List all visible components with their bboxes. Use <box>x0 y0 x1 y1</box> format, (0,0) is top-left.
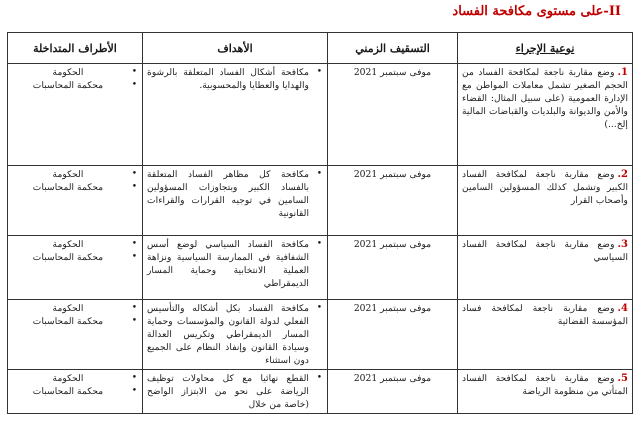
table-row <box>8 64 633 166</box>
row-number: 3. <box>617 239 628 250</box>
goal-item <box>147 372 322 411</box>
goal-text: مكافحة كل مظاهر الفساد المتعلقة بالفساد الكبير وبتجاوزات المسؤولين السامين في توجيه القرارات والقراءات القانونية <box>147 169 309 219</box>
parties-cell <box>8 370 143 414</box>
party-text: الحكومة <box>52 303 84 314</box>
table-row <box>8 236 633 300</box>
timeframe-cell: موفى سبتمبر 2021 <box>328 236 458 300</box>
measure-type-cell <box>458 166 633 236</box>
row-number: 1. <box>617 67 628 78</box>
goal-text: القطع نهائيا مع كل محاولات توظيف الرياضة على نحو من الابتزاز الواضح (خاصة من خلال <box>147 373 309 410</box>
party-item <box>12 79 137 92</box>
goals-cell <box>143 166 328 236</box>
party-text: الحكومة <box>52 169 84 180</box>
goal-item <box>147 168 322 220</box>
row-number: 5. <box>617 373 628 384</box>
measure-type-cell <box>458 236 633 300</box>
measure-type-text: وضع مقاربة ناجعة لمكافحة الفساد السياسي <box>462 239 628 263</box>
bullet-icon: • <box>316 169 322 179</box>
bullet-icon: • <box>131 67 137 77</box>
measure-type-cell <box>458 370 633 414</box>
col-header-type: نوعية الإجراء <box>458 33 633 64</box>
row-number: 2. <box>617 169 628 180</box>
party-text: محكمة المحاسبات <box>32 182 104 193</box>
bullet-icon: • <box>131 373 137 383</box>
timeframe-cell: موفى سبتمبر 2021 <box>328 370 458 414</box>
bullet-icon: • <box>316 67 322 77</box>
parties-cell <box>8 300 143 370</box>
bullet-icon: • <box>131 386 137 396</box>
bullet-icon: • <box>131 169 137 179</box>
measure-type-text: وضع مقاربة ناجعة لمكافحة الفساد من الحجم الصغير تشمل معاملات المواطن مع الإدارة العمومية (على سبيل المثال: القضاء والأمن والديوانة والبلديات والقباضات المالية إلخ...) <box>462 67 628 130</box>
goals-cell <box>143 236 328 300</box>
bullet-icon: • <box>131 80 137 90</box>
party-text: الحكومة <box>52 373 84 384</box>
party-text: محكمة المحاسبات <box>32 80 104 91</box>
col-header-time: التسقيف الزمني <box>328 33 458 64</box>
party-item <box>12 372 137 385</box>
party-text: الحكومة <box>52 67 84 78</box>
bullet-icon: • <box>131 316 137 326</box>
col-header-parties: الأطراف المتداخلة <box>8 33 143 64</box>
timeframe-cell: موفى سبتمبر 2021 <box>328 64 458 166</box>
bullet-icon: • <box>131 182 137 192</box>
section-heading: II-على مستوى مكافحة الفساد <box>452 4 621 19</box>
measure-type-text: وضع مقاربة ناجعة لمكافحة الفساد الكبير وتشمل كذلك المسؤولين السامين وأصحاب القرار <box>462 169 628 206</box>
bullet-icon: • <box>131 239 137 249</box>
row-number: 4. <box>617 303 628 314</box>
goal-text: مكافحة الفساد السياسي لوضع أسس الشفافية في الممارسة السياسية ونزاهة العملية الانتخابية وحماية المسار الديمقراطي <box>147 239 309 289</box>
goals-cell <box>143 300 328 370</box>
party-item <box>12 66 137 79</box>
table-header-row <box>8 33 633 64</box>
table-row <box>8 370 633 414</box>
party-item <box>12 168 137 181</box>
goals-cell <box>143 370 328 414</box>
party-text: محكمة المحاسبات <box>32 252 104 263</box>
bullet-icon: • <box>316 303 322 313</box>
measures-table <box>7 32 633 414</box>
party-item <box>12 238 137 251</box>
measure-type-text: وضع مقاربة ناجعة لمكافحة فساد المؤسسة القضائية <box>462 303 628 327</box>
goal-item <box>147 302 322 367</box>
table-row <box>8 166 633 236</box>
measure-type-cell <box>458 300 633 370</box>
goal-text: مكافحة أشكال الفساد المتعلقة بالرشوة والهدايا والعطايا والمحسوبية. <box>147 67 309 91</box>
party-item <box>12 385 137 398</box>
party-item <box>12 251 137 264</box>
measure-type-text: وضع مقاربة ناجعة لمكافحة الفساد المتأتي من منظومة الرياضة <box>462 373 628 397</box>
goal-item <box>147 66 322 92</box>
bullet-icon: • <box>131 303 137 313</box>
parties-cell <box>8 64 143 166</box>
bullet-icon: • <box>131 252 137 262</box>
timeframe-cell: موفى سبتمبر 2021 <box>328 166 458 236</box>
bullet-icon: • <box>316 239 322 249</box>
goal-item <box>147 238 322 290</box>
measure-type-cell <box>458 64 633 166</box>
parties-cell <box>8 166 143 236</box>
goal-text: مكافحة الفساد بكل أشكاله والتأسيس الفعلي لدولة القانون والمؤسسات وحماية المسار الديمقراطي وتكريس العدالة وسيادة القانون وإنفاذ النظام على الجميع دون استثناء <box>147 303 309 366</box>
party-item <box>12 315 137 328</box>
party-text: الحكومة <box>52 239 84 250</box>
timeframe-cell: موفى سبتمبر 2021 <box>328 300 458 370</box>
goals-cell <box>143 64 328 166</box>
party-text: محكمة المحاسبات <box>32 386 104 397</box>
party-item <box>12 181 137 194</box>
col-header-goals: الأهداف <box>143 33 328 64</box>
party-text: محكمة المحاسبات <box>32 316 104 327</box>
parties-cell <box>8 236 143 300</box>
party-item <box>12 302 137 315</box>
table-row <box>8 300 633 370</box>
bullet-icon: • <box>316 373 322 383</box>
